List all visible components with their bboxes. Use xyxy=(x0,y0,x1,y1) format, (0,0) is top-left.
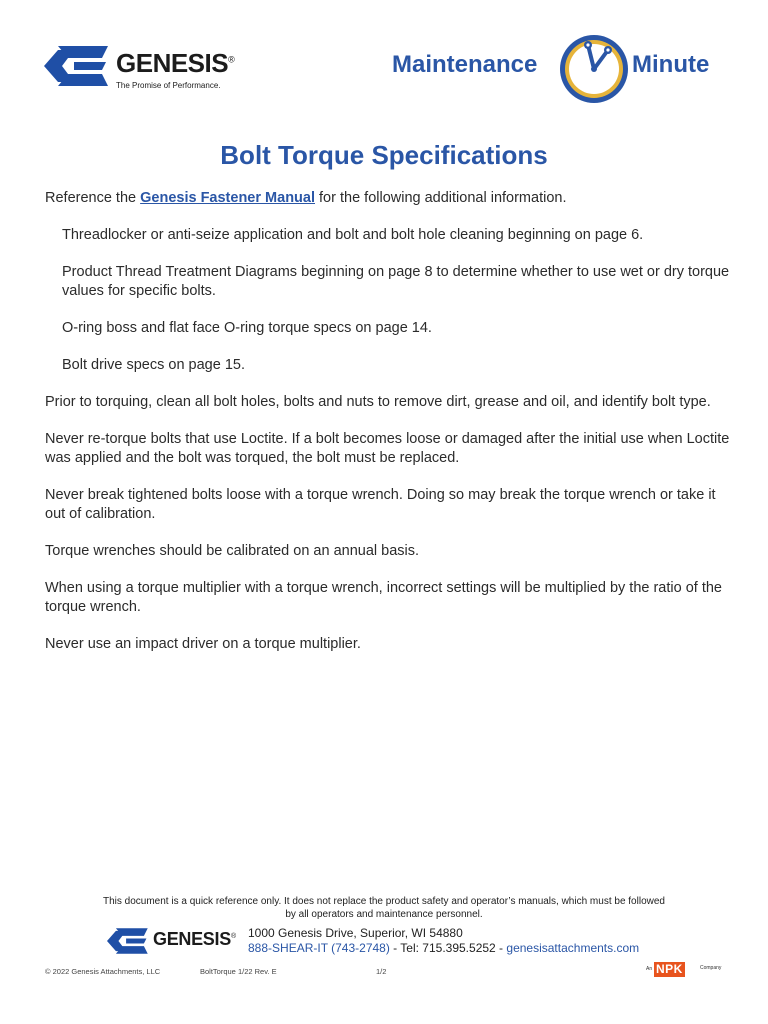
list-item: Bolt drive specs on page 15. xyxy=(62,357,245,373)
npk-company-logo xyxy=(646,962,726,978)
npk-suffix: Company xyxy=(700,965,722,971)
list-item: Threadlocker or anti-seize application and bolt and bolt hole cleaning beginning on page 6. xyxy=(62,227,644,243)
genesis-chevron-icon xyxy=(107,928,149,954)
footer-phone-shear[interactable]: 888-SHEAR-IT (743-2748) xyxy=(248,941,390,955)
logo-tagline: The Promise of Performance. xyxy=(116,81,221,90)
npk-prefix: An xyxy=(646,966,653,972)
paragraph-cleaning: Prior to torquing, clean all bolt holes, bolts and nuts to remove dirt, grease and oil, and identify bolt type. xyxy=(45,394,711,410)
npk-wordmark: NPK xyxy=(656,962,683,976)
footer-copyright: © 2022 Genesis Attachments, LLC xyxy=(45,967,161,976)
maintenance-minute-badge xyxy=(388,32,724,108)
footer-website-link[interactable]: genesisattachments.com xyxy=(506,941,640,955)
footer-logo-wordmark: GENESIS® xyxy=(153,929,236,949)
list-item: O-ring boss and flat face O-ring torque specs on page 14. xyxy=(62,320,432,336)
footer-address: 1000 Genesis Drive, Superior, WI 54880 xyxy=(248,926,463,940)
paragraph-break-loose: Never break tightened bolts loose with a torque wrench. Doing so may break the torque wrench or take it out of calibration. xyxy=(45,487,716,522)
footer-genesis-logo xyxy=(107,928,247,954)
disclaimer-line-2: by all operators and maintenance personnel. xyxy=(285,909,483,920)
footer-contact xyxy=(248,926,639,956)
footer-disclaimer xyxy=(80,895,688,921)
page-title: Bolt Torque Specifications xyxy=(220,140,548,170)
footer-tel: Tel: 715.395.5252 xyxy=(400,941,496,955)
intro-paragraph xyxy=(45,189,735,208)
intro-text-before: Reference the xyxy=(45,190,141,206)
document-body xyxy=(45,189,735,672)
list-item: Product Thread Treatment Diagrams beginning on page 8 to determine whether to use wet or dry torque values for specific bolts. xyxy=(62,264,730,299)
paragraph-calibration: Torque wrenches should be calibrated on an annual basis. xyxy=(45,543,420,559)
badge-maintenance-text: Maintenance xyxy=(392,51,538,78)
paragraph-impact-driver: Never use an impact driver on a torque multiplier. xyxy=(45,636,361,652)
genesis-chevron-icon xyxy=(44,46,110,86)
logo-wordmark: GENESIS® xyxy=(116,48,235,78)
footer-doc-code: BoltTorque 1/22 Rev. E xyxy=(200,967,277,976)
footer-page-number: 1/2 xyxy=(376,967,387,976)
paragraph-loctite: Never re-torque bolts that use Loctite. If a bolt becomes loose or damaged after the initial use when Loctite was applied and the bolt was torqued, the bolt must be replaced. xyxy=(45,431,730,466)
intro-text-after: for the following additional information. xyxy=(315,190,567,206)
badge-minute-text: Minute xyxy=(632,51,710,78)
fastener-manual-link[interactable]: Genesis Fastener Manual xyxy=(140,190,315,206)
genesis-logo xyxy=(44,44,254,96)
clock-wrench-icon xyxy=(558,32,630,106)
paragraph-multiplier: When using a torque multiplier with a torque wrench, incorrect settings will be multiplied by the ratio of the torque wrench. xyxy=(45,580,722,615)
disclaimer-line-1: This document is a quick reference only. It does not replace the product safety and operator’s manuals, which must be followed xyxy=(103,896,665,907)
footer-contact-line: 888-SHEAR-IT (743-2748) - Tel: 715.395.5252 - genesisattachments.com xyxy=(248,941,640,955)
